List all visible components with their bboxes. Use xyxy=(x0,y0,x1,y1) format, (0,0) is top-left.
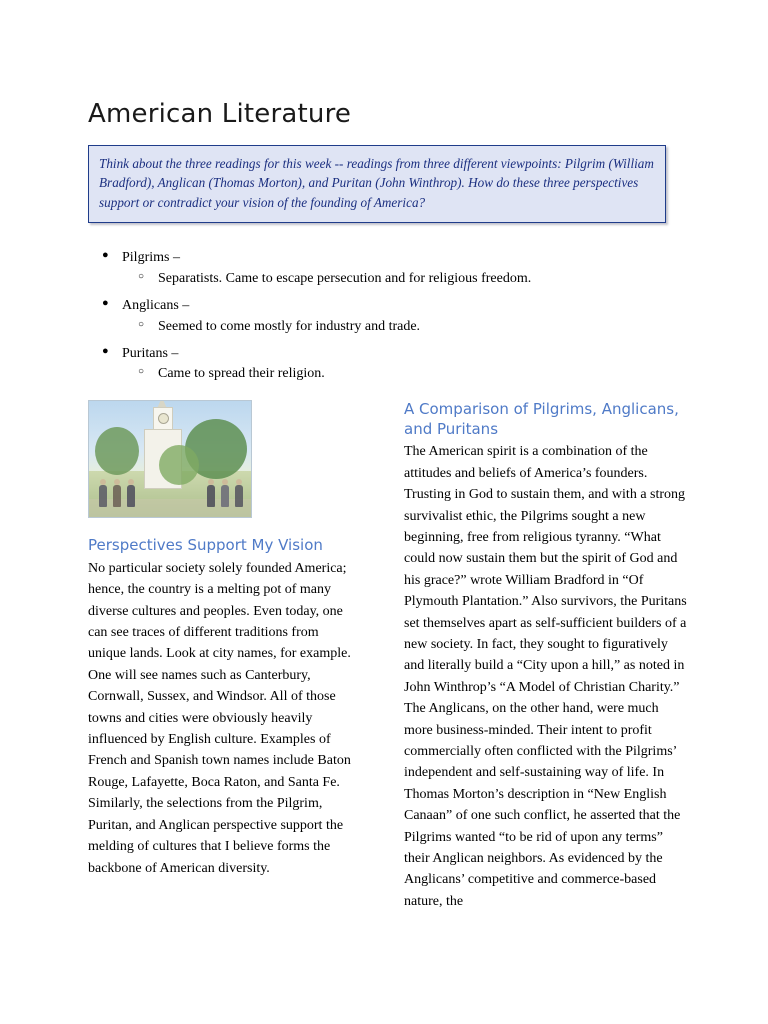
person-figure-icon xyxy=(127,485,135,507)
right-column-body: The American spirit is a combination of the attitudes and beliefs of America’s founders. Trusting in God to sustain them, and with a strong survivalist ethic, the Pilgrims sought a new beginning, free from religious tyranny. “What could now sustain them but the spirit of God and his grace?” wrote William Bradford in “Of Plymouth Plantation.” Also survivors, the Puritans set themselves apart as self-sufficient builders of a new society. In fact, they sought to figuratively and literally build a “City upon a hill,” as noted in John Winthrop’s “A Model of Christian Charity.” The Anglicans, on the other hand, were much more business-minded. Their intent to profit commercially often conflicted with the Pilgrims’ independent and self-sustaining way of life. In Thomas Morton’s description in “New English Canaan” of one such conflict, he asserted that the Pilgrims wanted “to be rid of upon any terms” their Anglican neighbors. As evidenced by the Anglicans’ competitive and commerce-based nature, the xyxy=(404,444,687,909)
list-item: ○ Separatists. Came to escape persecution and for religious freedom. xyxy=(88,270,688,289)
outline-list xyxy=(88,249,688,384)
left-column-heading: Perspectives Support My Vision xyxy=(88,536,323,555)
list-item: ● Pilgrims – xyxy=(88,249,688,268)
tree-icon xyxy=(95,427,139,475)
document-content xyxy=(88,99,688,909)
right-column-heading: A Comparison of Pilgrims, Anglicans, and Puritans xyxy=(404,400,679,438)
assignment-prompt-text: Think about the three readings for this week -- readings from three different viewpoints: Pilgrim (William Bradford), Anglican (Thomas Morton), and Puritan (John Winthrop). How do these three perspectives support or contradict your vision of the founding of America? xyxy=(99,155,654,211)
left-column xyxy=(88,400,360,879)
person-figure-icon xyxy=(235,485,243,507)
person-figure-icon xyxy=(113,485,121,507)
person-figure-icon xyxy=(99,485,107,507)
person-figure-icon xyxy=(207,485,215,507)
right-column xyxy=(404,400,688,912)
list-item: ● Anglicans – xyxy=(88,297,688,316)
list-item: ○ Came to spread their religion. xyxy=(88,365,688,384)
page-title: American Literature xyxy=(88,99,352,129)
assignment-prompt-box xyxy=(88,145,666,223)
list-item: ● Puritans – xyxy=(88,345,688,364)
list-item: ○ Seemed to come mostly for industry and trade. xyxy=(88,318,688,337)
colonial-village-church-illustration xyxy=(88,400,252,518)
person-figure-icon xyxy=(221,485,229,507)
left-column-body: No particular society solely founded America; hence, the country is a melting pot of many diverse cultures and peoples. Even today, one can see traces of different traditions from unique lands. Look at city names, for example. One will see names such as Canterbury, Cornwall, Sussex, and Windsor. All of those towns and cities were obviously heavily influenced by English culture. Examples of French and Spanish town names include Baton Rouge, Lafayette, Boca Raton, and Santa Fe. Similarly, the selections from the Pilgrim, Puritan, and Anglican perspective support the melding of cultures that I believe forms the backbone of American diversity. xyxy=(88,560,351,876)
